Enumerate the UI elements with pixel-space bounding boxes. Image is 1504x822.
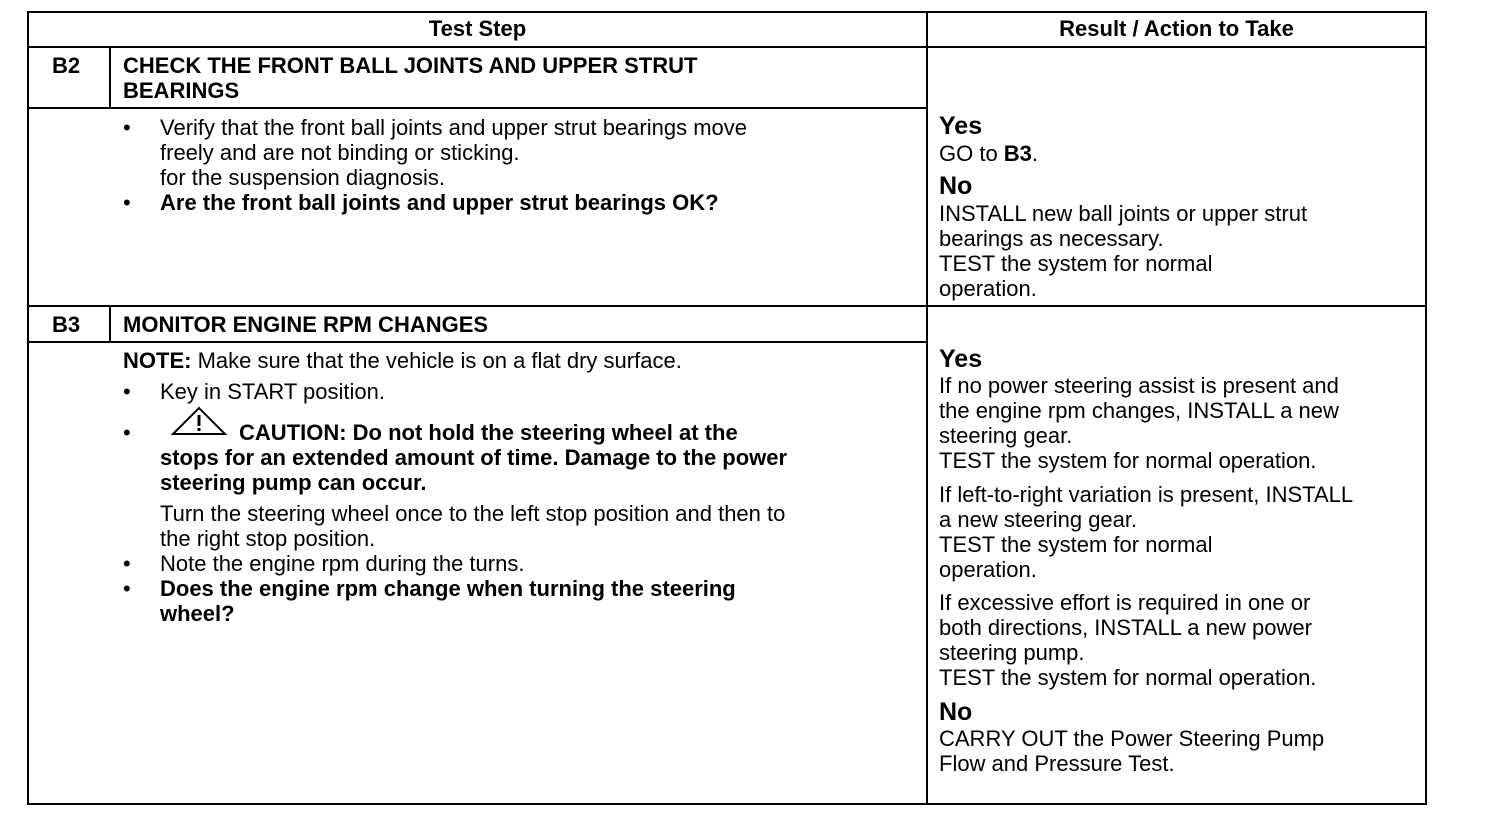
b3-p2-line3: TEST the system for normal	[939, 532, 1213, 557]
bullet-mark: •	[123, 420, 131, 445]
b3-caution-line3: steering pump can occur.	[160, 470, 427, 495]
b3-caution-line2: stops for an extended amount of time. Damage to the power	[160, 445, 788, 470]
b3-p2-line1: If left-to-right variation is present, INSTALL	[939, 482, 1354, 507]
b2-yes-go-suffix: .	[1031, 141, 1039, 166]
b3-question-line2: wheel?	[160, 601, 235, 626]
b3-question-line1: Does the engine rpm change when turning the steering	[160, 576, 736, 601]
warning-triangle-icon	[171, 406, 227, 436]
b2-no-label: No	[939, 172, 973, 200]
b2-question: Are the front ball joints and upper strut bearings OK?	[160, 190, 719, 215]
b3-no-line2: Flow and Pressure Test.	[939, 751, 1175, 776]
b3-title-divider	[27, 341, 927, 343]
b3-p3-line3: steering pump.	[939, 640, 1085, 665]
header-test-step: Test Step	[428, 16, 527, 41]
b3-bullet1: Key in START position.	[160, 379, 385, 404]
b2-no-line4: operation.	[939, 276, 1037, 301]
b3-note	[123, 348, 682, 373]
b3-p2-line2: a new steering gear.	[939, 507, 1138, 532]
column-divider-main	[926, 11, 928, 805]
b2-yes-label: Yes	[939, 112, 983, 140]
b3-no-line1: CARRY OUT the Power Steering Pump	[939, 726, 1325, 751]
b3-p3-line2: both directions, INSTALL a new power	[939, 615, 1312, 640]
b2-bullet1-line2: freely and are not binding or sticking.	[160, 140, 520, 165]
b3-no-label: No	[939, 698, 973, 726]
id-column-divider-b2	[109, 46, 111, 108]
b2-yes-go-prefix: GO to	[939, 141, 1004, 166]
row-divider-b2-b3	[27, 305, 1427, 307]
id-column-divider-b3	[109, 305, 111, 342]
b2-yes-go-target: B3	[1003, 141, 1032, 166]
step-title-b3: MONITOR ENGINE RPM CHANGES	[123, 312, 489, 337]
bullet-mark: •	[123, 379, 131, 404]
step-id-b3: B3	[52, 312, 81, 337]
b3-bullet3: Note the engine rpm during the turns.	[160, 551, 525, 576]
step-title-b2: CHECK THE FRONT BALL JOINTS AND UPPER STRUT	[123, 53, 698, 78]
b2-bullet1-line3: for the suspension diagnosis.	[160, 165, 445, 190]
bullet-mark: •	[123, 551, 131, 576]
step-id-b2: B2	[52, 53, 81, 78]
header-divider	[27, 46, 1427, 48]
bullet-mark: •	[123, 576, 131, 601]
b3-note-text: Make sure that the vehicle is on a flat dry surface.	[191, 348, 682, 373]
b3-note-label: NOTE:	[123, 348, 192, 373]
b2-no-line2: bearings as necessary.	[939, 226, 1164, 251]
b2-no-line1: INSTALL new ball joints or upper strut	[939, 201, 1308, 226]
b3-caution-line1: CAUTION: Do not hold the steering wheel at the	[239, 420, 738, 445]
bullet-mark: •	[123, 115, 131, 140]
b3-p1-line1: If no power steering assist is present and	[939, 373, 1339, 398]
b3-turn-line2: the right stop position.	[160, 526, 376, 551]
b2-no-line3: TEST the system for normal	[939, 251, 1213, 276]
b3-yes-label: Yes	[939, 345, 983, 373]
b3-p2-line4: operation.	[939, 557, 1037, 582]
b3-p3-line4: TEST the system for normal operation.	[939, 665, 1317, 690]
b3-turn-line1: Turn the steering wheel once to the left stop position and then to	[160, 501, 786, 526]
b3-p1-line3: steering gear.	[939, 423, 1073, 448]
b3-p1-line2: the engine rpm changes, INSTALL a new	[939, 398, 1339, 423]
b2-bullet1-line1: Verify that the front ball joints and upper strut bearings move	[160, 115, 747, 140]
header-result-action: Result / Action to Take	[1059, 16, 1294, 41]
step-title-b2-cont: BEARINGS	[123, 78, 240, 103]
b3-p1-line4: TEST the system for normal operation.	[939, 448, 1317, 473]
bullet-mark: •	[123, 190, 131, 215]
b2-title-divider	[27, 107, 927, 109]
b3-p3-line1: If excessive effort is required in one or	[939, 590, 1311, 615]
b2-yes-action	[939, 141, 1038, 166]
